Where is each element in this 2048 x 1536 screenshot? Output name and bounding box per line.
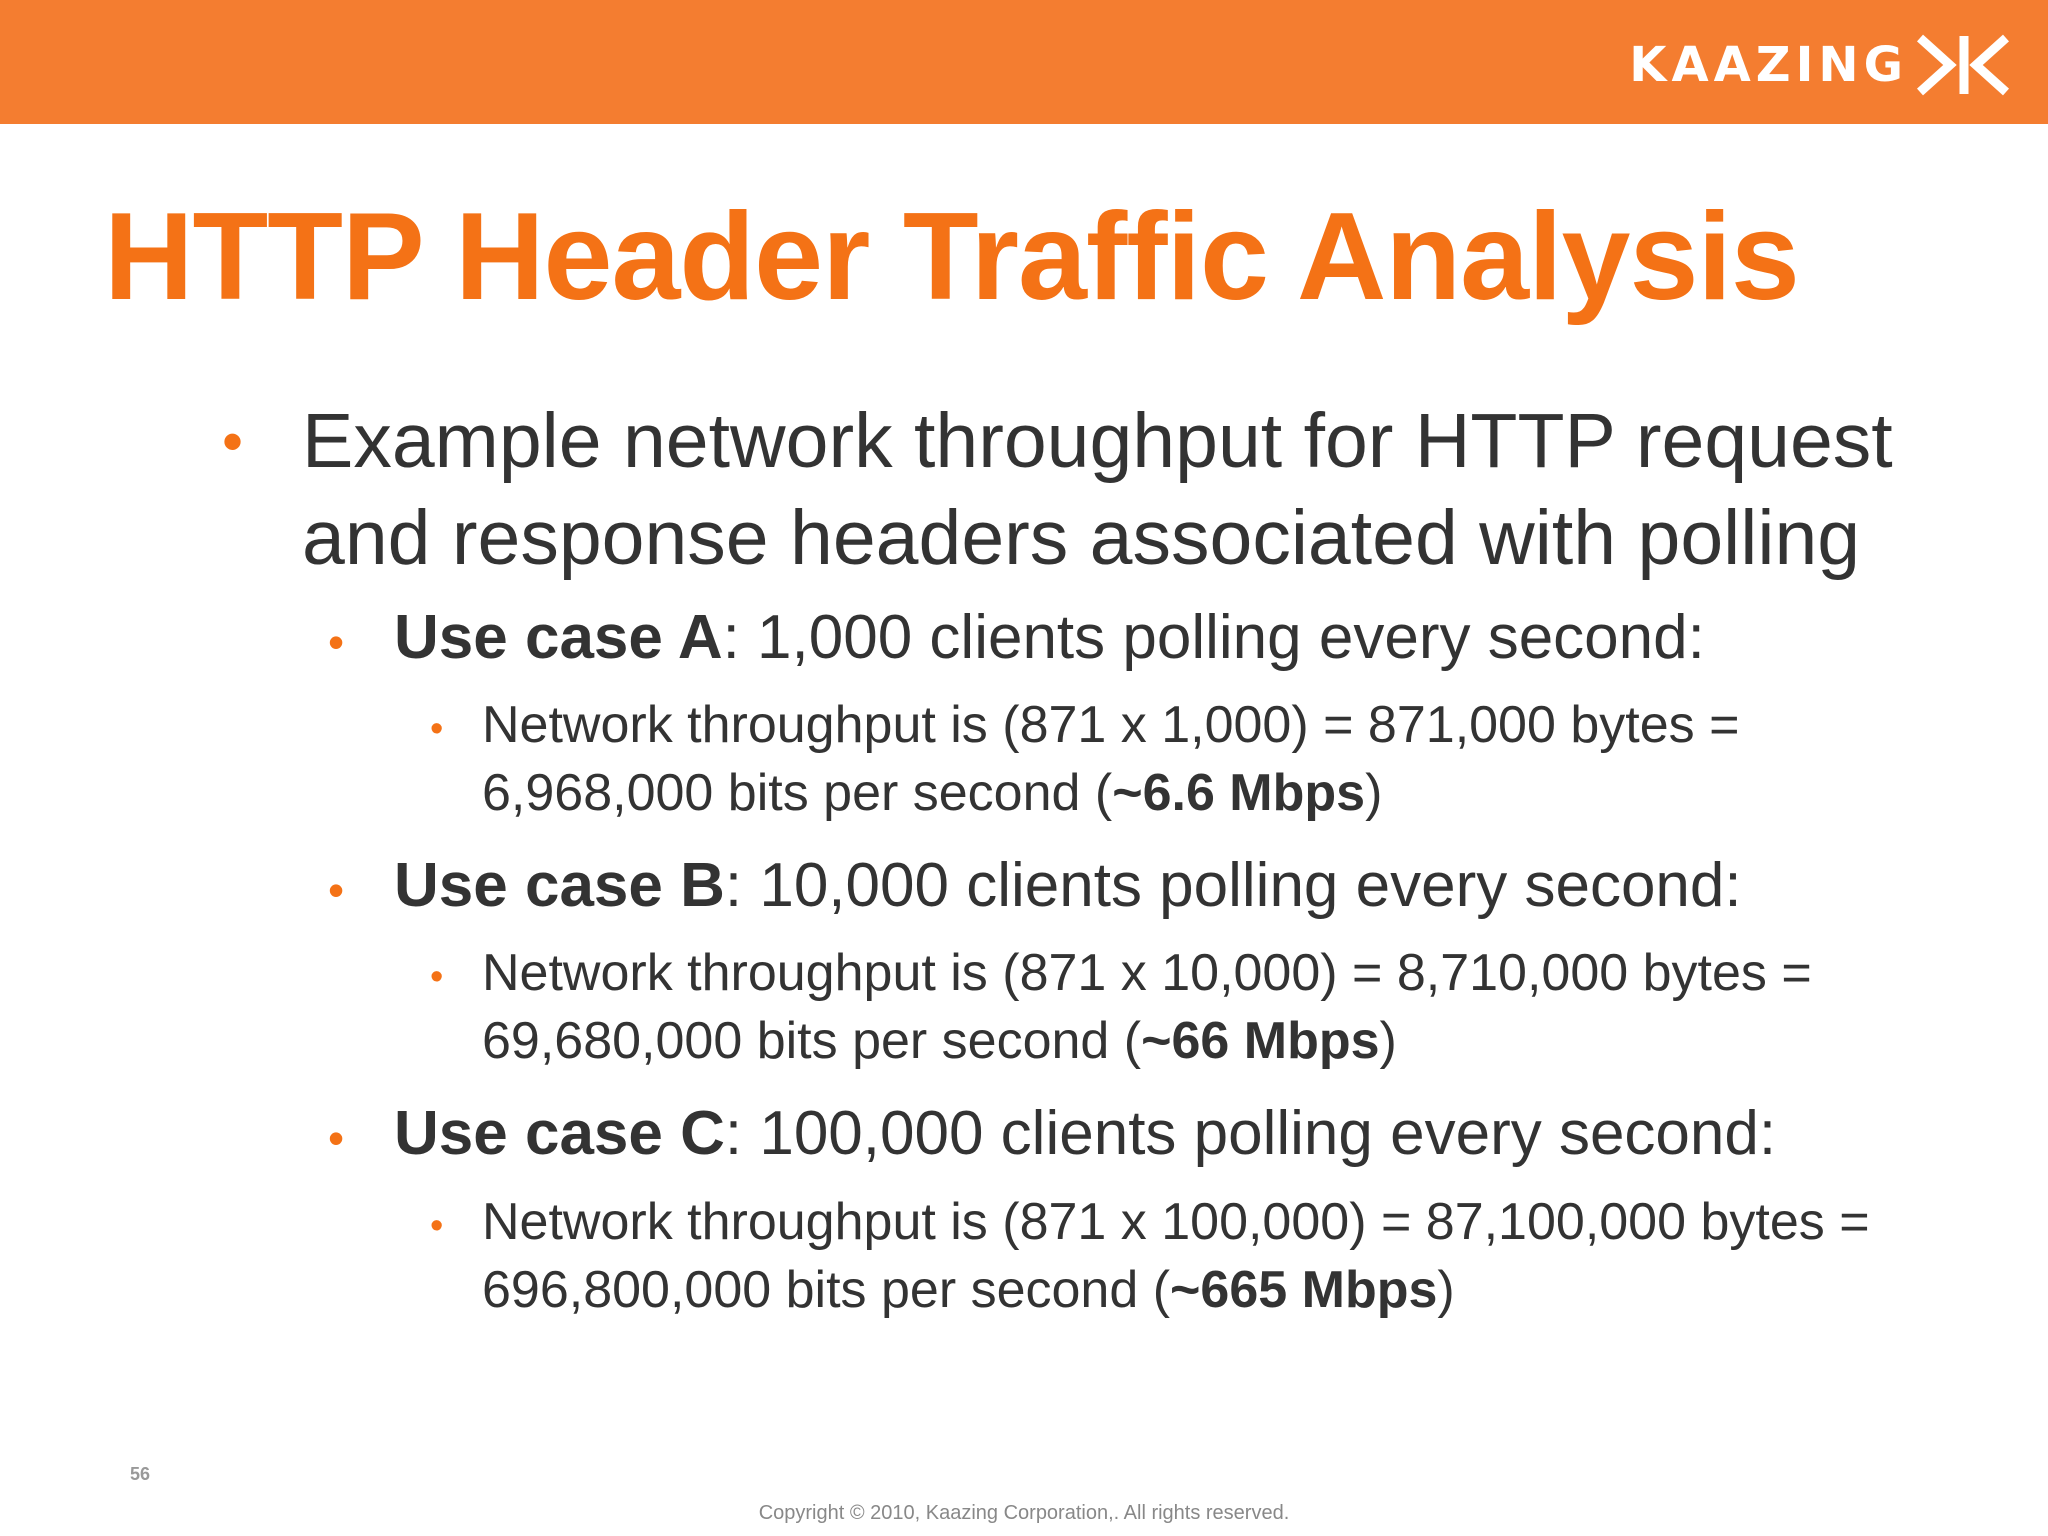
use-case-c-rest: : 100,000 clients polling every second: <box>724 1099 1777 1168</box>
bullet-intro-line2: and response headers associated with polling <box>302 495 1861 581</box>
use-case-c-text <box>394 1097 1776 1171</box>
use-case-b-rest: : 10,000 clients polling every second: <box>724 851 1742 920</box>
use-case-c-detail-line2-post: ) <box>1437 1261 1455 1319</box>
use-case-c-label: Use case C <box>394 1099 725 1168</box>
bullet-intro-line1: Example network throughput for HTTP request <box>302 398 1893 484</box>
use-case-c-detail-text <box>482 1188 1870 1324</box>
page-title: HTTP Header Traffic Analysis <box>104 188 1799 326</box>
use-case-a-detail-line2-post: ) <box>1365 764 1383 822</box>
header-bar <box>0 0 2048 124</box>
use-case-c-mbps: ~665 Mbps <box>1170 1261 1438 1319</box>
bullet-dot-icon: • <box>430 708 444 750</box>
bullet-dot-icon: • <box>328 1112 345 1164</box>
use-case-a-label: Use case A <box>394 603 723 672</box>
kaazing-logo <box>1629 30 2012 100</box>
copyright-notice: Copyright © 2010, Kaazing Corporation,. All rights reserved. <box>758 1502 1290 1524</box>
use-case-a-text <box>394 601 1705 675</box>
use-case-a-rest: : 1,000 clients polling every second: <box>722 603 1705 672</box>
bullet-dot-icon: • <box>222 408 244 475</box>
use-case-b-label: Use case B <box>394 851 725 920</box>
use-case-b-detail-line1: Network throughput is (871 x 10,000) = 8,710,000 bytes = <box>482 944 1812 1002</box>
use-case-a-mbps: ~6.6 Mbps <box>1112 764 1366 822</box>
bullet-dot-icon: • <box>430 956 444 998</box>
bullet-intro-text <box>302 393 1893 587</box>
use-case-c-detail-line1: Network throughput is (871 x 100,000) = 87,100,000 bytes = <box>482 1193 1870 1251</box>
slide-number: 56 <box>130 1464 151 1484</box>
bullet-dot-icon: • <box>430 1205 444 1247</box>
use-case-b-detail-text <box>482 939 1812 1075</box>
use-case-b-detail-line2-post: ) <box>1379 1012 1397 1070</box>
use-case-b-mbps: ~66 Mbps <box>1141 1012 1380 1070</box>
use-case-a-detail-text <box>482 691 1739 827</box>
bullet-dot-icon: • <box>328 616 345 668</box>
use-case-a-detail-line2-pre: 6,968,000 bits per second ( <box>482 764 1113 822</box>
use-case-b-detail-line2-pre: 69,680,000 bits per second ( <box>482 1012 1142 1070</box>
bullet-dot-icon: • <box>328 864 345 916</box>
use-case-c-detail-line2-pre: 696,800,000 bits per second ( <box>482 1261 1171 1319</box>
kaazing-chevron-k-logo-icon <box>1916 32 2012 98</box>
use-case-a-detail-line1: Network throughput is (871 x 1,000) = 871,000 bytes = <box>482 696 1740 754</box>
logo-text: KAAZING <box>1629 37 1908 93</box>
use-case-b-text <box>394 849 1742 923</box>
